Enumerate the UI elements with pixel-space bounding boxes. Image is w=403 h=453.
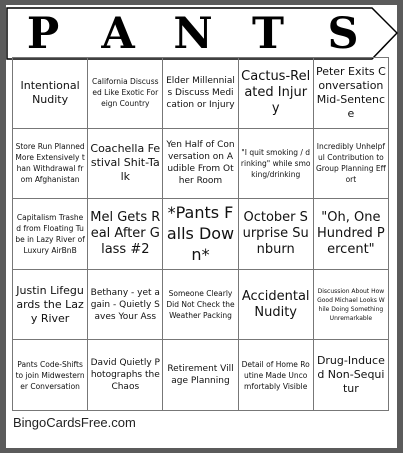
bingo-cell-r5c3[interactable]: Retirement Village Planning bbox=[163, 340, 238, 411]
bingo-cell-r1c1[interactable]: Intentional Nudity bbox=[13, 58, 88, 129]
footer-brand[interactable]: BingoCardsFree.com bbox=[13, 415, 136, 430]
bingo-cell-r2c2[interactable]: Coachella Festival Shit-Talk bbox=[88, 129, 163, 200]
bingo-cell-r1c3[interactable]: Elder Millennials Discuss Medication or Injury bbox=[163, 58, 238, 129]
header-letter-4: T bbox=[252, 9, 284, 59]
header-letters bbox=[13, 11, 373, 57]
bingo-cell-r4c1[interactable]: Justin Lifeguards the Lazy River bbox=[13, 270, 88, 341]
bingo-cell-r4c5[interactable]: Discussion About How Good Michael Looks While Doing Something Unremarkable bbox=[314, 270, 389, 341]
bingo-cell-r4c2[interactable]: Bethany - yet again - Quietly Saves Your Ass bbox=[88, 270, 163, 341]
bingo-cell-r1c4[interactable]: Cactus-Related Injury bbox=[239, 58, 314, 129]
bingo-cell-r1c5[interactable]: Peter Exits Conversation Mid-Sentence bbox=[314, 58, 389, 129]
bingo-cell-r2c5[interactable]: Incredibly Unhelpful Contribution to Group Planning Effort bbox=[314, 129, 389, 200]
bingo-cell-r3c4[interactable]: October Surprise Sunburn bbox=[239, 199, 314, 270]
bingo-cell-r5c4[interactable]: Detail of Home Routine Made Uncomfortably Visible bbox=[239, 340, 314, 411]
bingo-cell-r5c5[interactable]: Drug-Induced Non-Sequitur bbox=[314, 340, 389, 411]
header-letter-5: S bbox=[327, 9, 359, 59]
bingo-cell-r5c2[interactable]: David Quietly Photographs the Chaos bbox=[88, 340, 163, 411]
header-letter-2: A bbox=[101, 9, 135, 59]
bingo-cell-free[interactable]: *Pants Falls Down* bbox=[163, 199, 238, 270]
header-letter-1: P bbox=[26, 9, 60, 59]
bingo-cell-r3c2[interactable]: Mel Gets Real After Glass #2 bbox=[88, 199, 163, 270]
bingo-cell-r4c3[interactable]: Someone Clearly Did Not Check the Weather Packing bbox=[163, 270, 238, 341]
bingo-cell-r3c5[interactable]: "Oh, One Hundred Percent" bbox=[314, 199, 389, 270]
bingo-grid bbox=[12, 57, 389, 411]
bingo-card bbox=[6, 5, 397, 448]
bingo-cell-r4c4[interactable]: Accidental Nudity bbox=[239, 270, 314, 341]
bingo-cell-r3c1[interactable]: Capitalism Trashed from Floating Tube in Lazy River of Luxury AirBnB bbox=[13, 199, 88, 270]
bingo-cell-r5c1[interactable]: Pants Code-Shifts to join Midwesterner Conversation bbox=[13, 340, 88, 411]
bingo-cell-r2c3[interactable]: Yen Half of Conversation on Audible From Other Room bbox=[163, 129, 238, 200]
bingo-cell-r1c2[interactable]: California Discussed Like Exotic Foreign Country bbox=[88, 58, 163, 129]
bingo-cell-r2c1[interactable]: Store Run Planned More Extensively than Withdrawal from Afghanistan bbox=[13, 129, 88, 200]
header-letter-3: N bbox=[173, 9, 213, 59]
bingo-cell-r2c4[interactable]: "I quit smoking / drinking" while smoking/drinking bbox=[239, 129, 314, 200]
